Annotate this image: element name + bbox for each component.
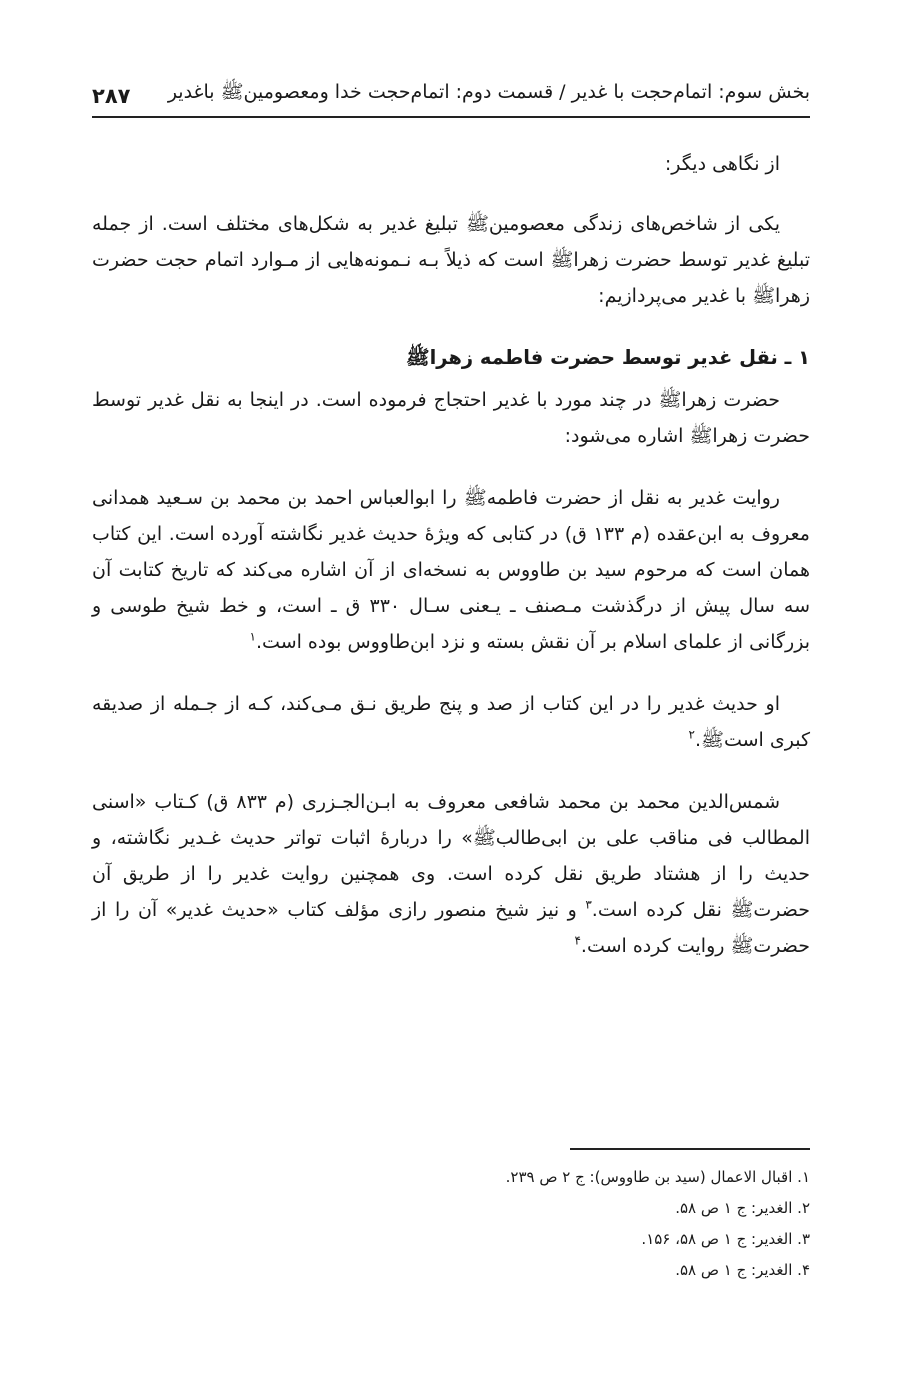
header-title: بخش سوم: اتمام‌حجت با غدیر / قسمت دوم: اتمام‌حجت خدا ومعصومینﷺ باغدیر [167, 81, 810, 103]
footnote-ref-2[interactable]: ۲ [688, 727, 695, 742]
body-text [92, 146, 810, 984]
paragraph-3-text: روایت غدیر به نقل از حضرت فاطمهﷺ را ابوالعباس احمد بن محمد بن سـعید همدانی معروف به ابن‌عقده (م ۱۳۳ ق) در کتابی که ویژهٔ حدیث غدیر نگاشته آورده است. این کتاب همان است که مرحوم سید بن طاووس به نسخه‌ای از آن اشاره می‌کند که تاریخ کتابت آن سه سال پیش از درگذشت مـصنف ـ یـعنی سـال ۳۳۰ ق ـ است، و خط شیخ طوسی و بزرگانی از علمای اسلام بر آن نقش بسته و نزد ابن‌طاووس بوده است. [92, 487, 811, 653]
paragraph-5-text-a: شمس‌الدین محمد بن محمد شافعی معروف به ابـن‌الجـزری (م ۸۳۳ ق) کـتاب «اسنی المطالب فی مناقب علی بن ابی‌طالبﷺ» را دربارهٔ اثبات تواتر حدیث غـدیر نگاشته، و حدیث را از هشتاد طریق نقل کرده است. وی همچنین روایت غدیر را از طریق آن حضرتﷺ نقل کرده است. [92, 791, 811, 921]
footnote-ref-3[interactable]: ۳ [585, 897, 592, 912]
paragraph-5-text-b: و نیز شیخ منصور رازی مؤلف کتاب «حدیث غدیر» آن را از حضرتﷺ روایت کرده است. [92, 899, 810, 957]
footnote-2: ۲. الغدیر: ج ۱ ص ۵۸. [675, 1199, 810, 1217]
footnote-ref-4[interactable]: ۴ [574, 933, 581, 948]
page-number: ۲۸۷ [92, 84, 131, 108]
intro-line: از نگاهی دیگر: [664, 153, 780, 175]
footnote-ref-1[interactable]: ۱ [249, 629, 256, 644]
paragraph-5 [92, 784, 810, 964]
footnote-3: ۳. الغدیر: ج ۱ ص ۵۸، ۱۵۶. [641, 1230, 810, 1248]
footnotes [92, 1162, 810, 1286]
footnote-4: ۴. الغدیر: ج ۱ ص ۵۸. [675, 1261, 810, 1279]
running-header [92, 74, 810, 108]
header-rule [92, 116, 810, 118]
book-page [92, 0, 810, 1390]
paragraph-2: حضرت زهراﷺ در چند مورد با غدیر احتجاج فرموده است. در اینجا به نقل غدیر توسط حضرت زهراﷺ اشاره می‌شود: [92, 389, 810, 447]
footnote-1: ۱. اقبال الاعمال (سید بن طاووس): ج ۲ ص ۲۳۹. [505, 1168, 810, 1186]
paragraph-4 [92, 686, 810, 758]
paragraph-4-text: او حدیث غدیر را در این کتاب از صد و پنج طریق نـق مـی‌کند، کـه از جـمله از صدیقه کبری استﷺ. [92, 693, 810, 751]
section-heading: ۱ ـ نقل غدیر توسط حضرت فاطمه زهراﷺ [406, 346, 810, 369]
footnote-rule [570, 1148, 810, 1150]
paragraph-3 [92, 480, 810, 660]
paragraph-1: یکی از شاخص‌های زندگی معصومینﷺ تبلیغ غدیر به شکل‌های مختلف است. از جمله تبلیغ غدیر توسط حضرت زهراﷺ است که ذیلاً بـه نـمونه‌هایی از مـوارد اتمام حجت حضرت زهراﷺ با غدیر می‌پردازیم: [92, 213, 810, 307]
